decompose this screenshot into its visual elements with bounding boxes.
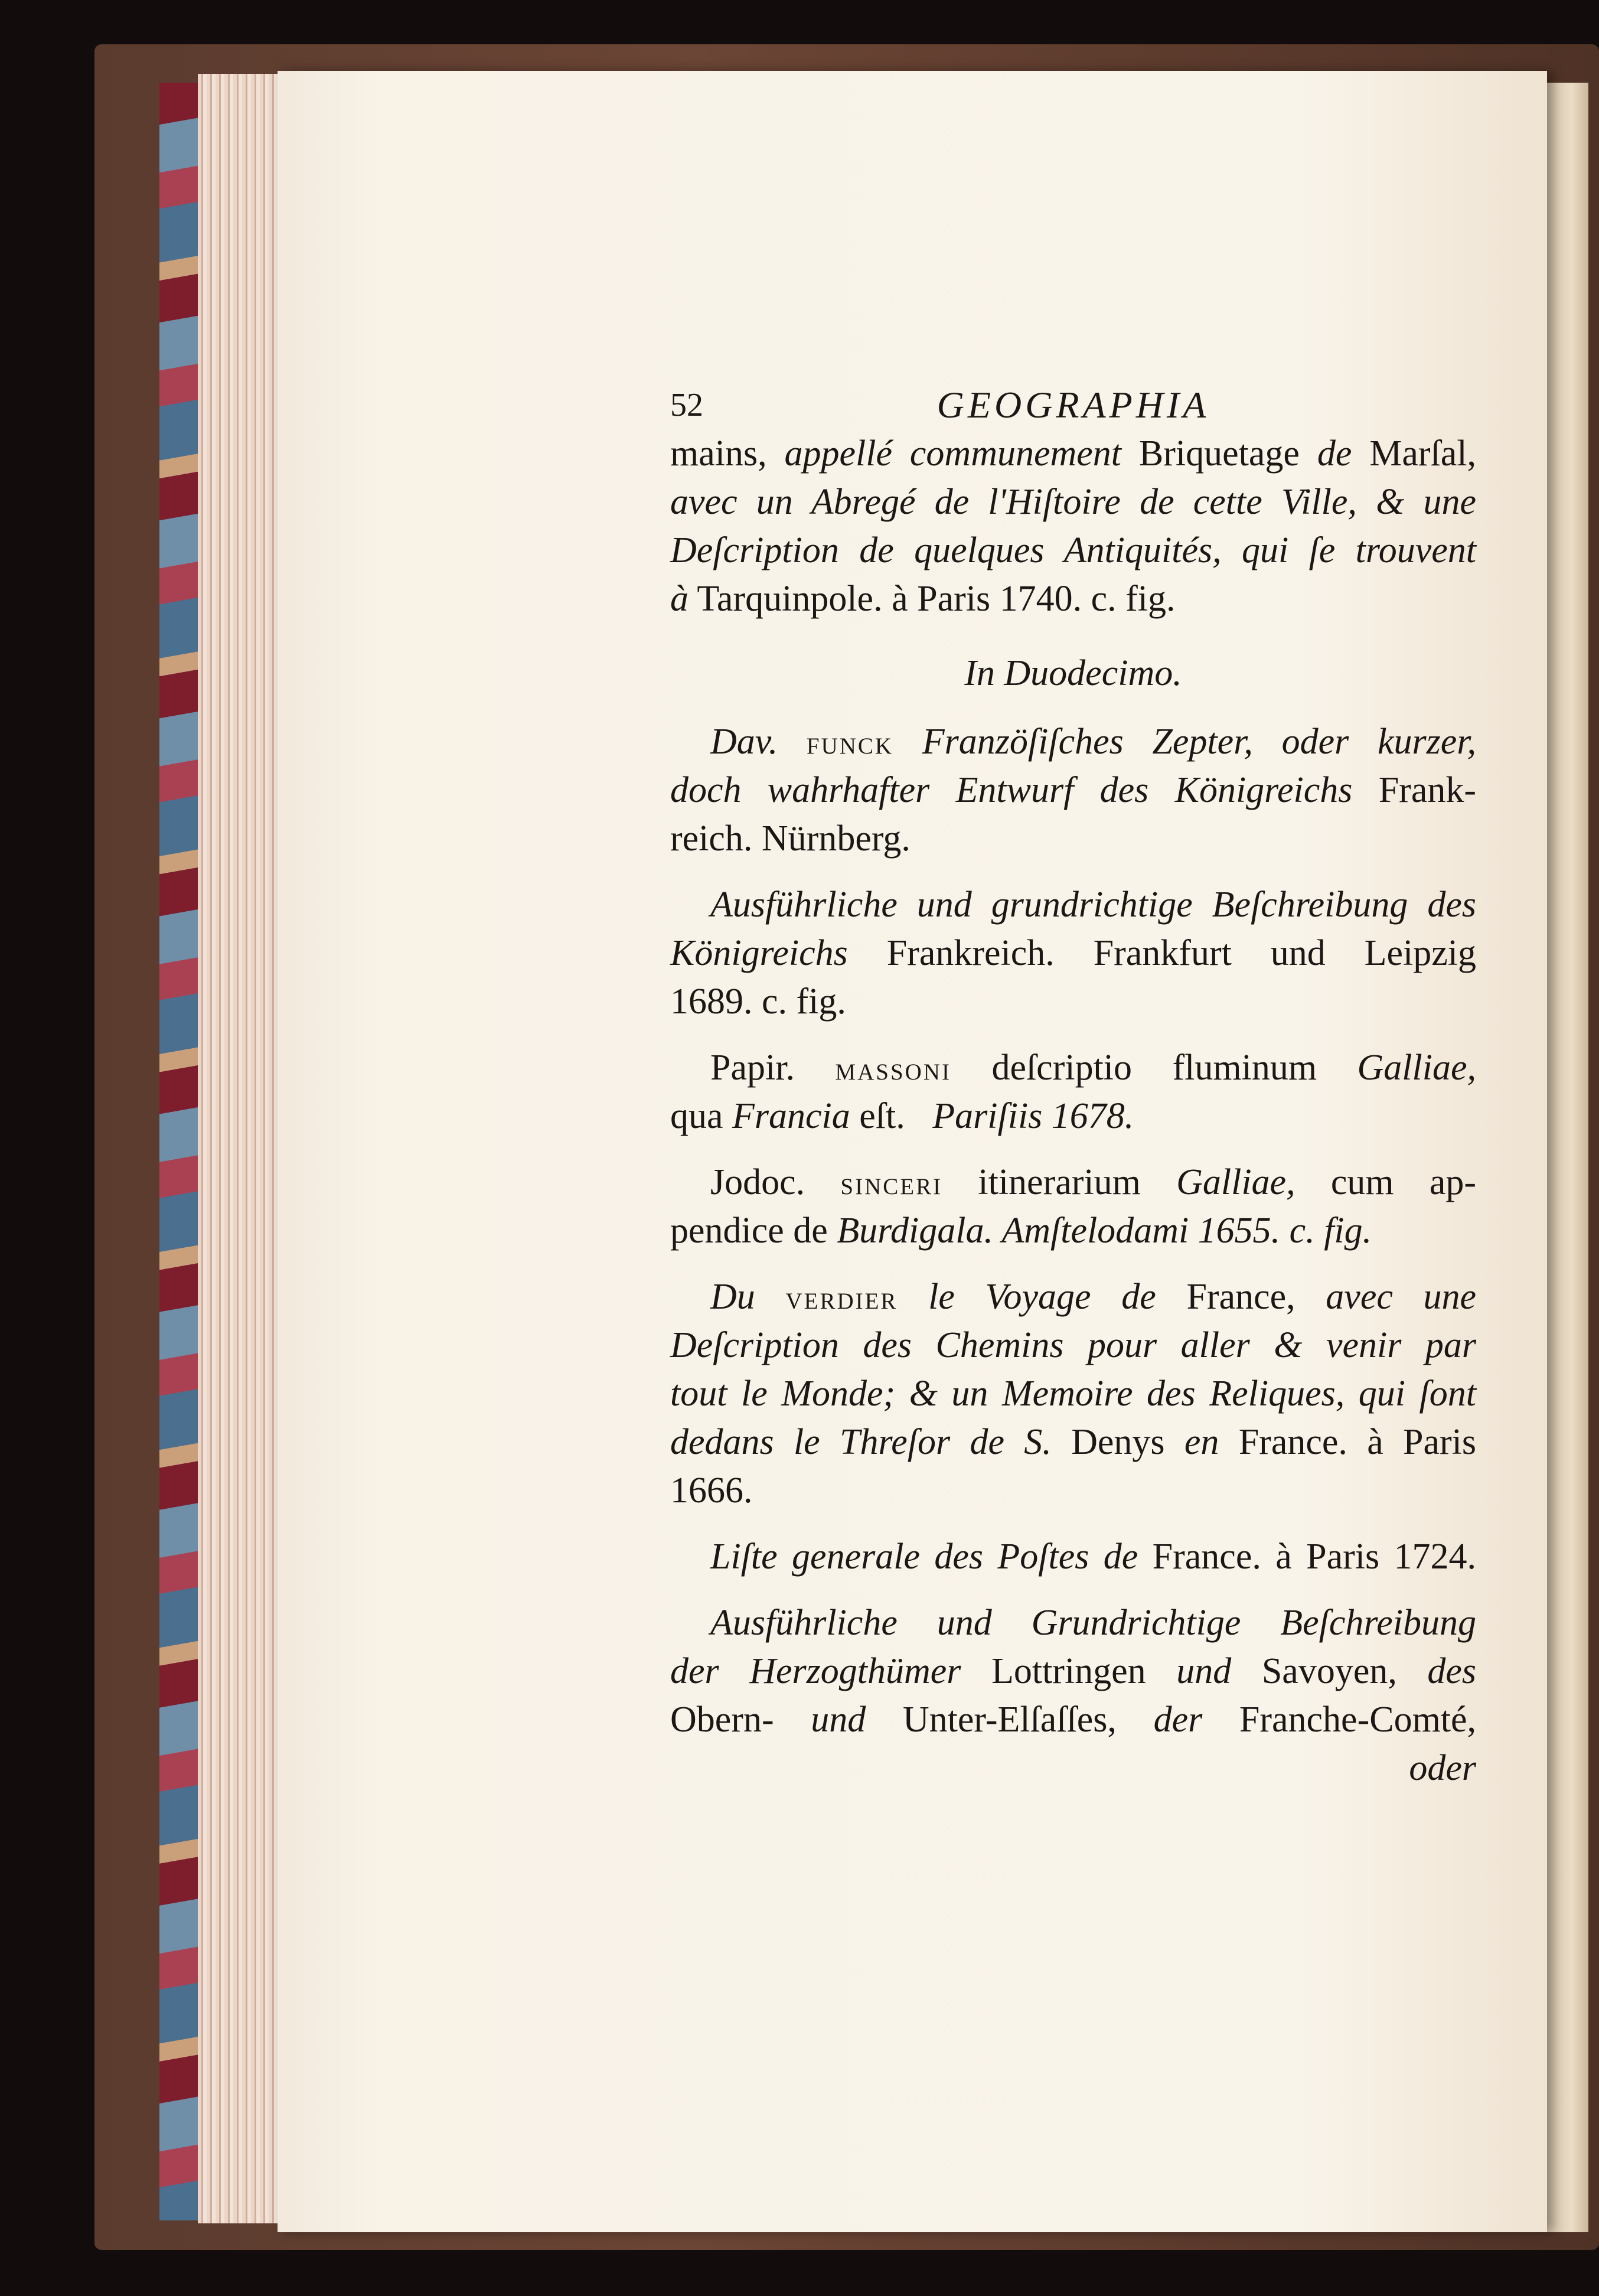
text-line: à Tarquinpole. à Paris 1740. c. fig. — [670, 579, 1176, 619]
text-line: 1689. c. fig. — [670, 981, 846, 1022]
text-line: Du verdier le Voyage de France, avec une — [710, 1277, 1477, 1317]
bibliography-entry — [670, 1043, 1476, 1140]
bibliography-entry — [670, 1599, 1476, 1744]
bibliography-entry — [670, 718, 1476, 863]
text-line: doch wahrhafter Entwurf des Königreichs Frank- — [670, 770, 1476, 810]
text-line: Deſcription des Chemins pour aller & venir par — [670, 1325, 1476, 1365]
text-line: 1666. — [670, 1470, 753, 1511]
bibliography-entry — [670, 1532, 1476, 1581]
text-line: der Herzogthümer Lottringen und Savoyen, des — [670, 1651, 1477, 1691]
marbled-endpaper — [159, 83, 204, 2220]
bibliography-entry — [670, 1273, 1476, 1515]
page-number: 52 — [670, 387, 703, 423]
text-line: tout le Monde; & un Memoire des Reliques, qui ſont — [670, 1374, 1476, 1414]
text-line: pendice de Burdigala. Amſtelodami 1655. c. fig. — [670, 1211, 1372, 1251]
text-line: qua Francia eſt. Pariſiis 1678. — [670, 1096, 1134, 1136]
text-line: avec un Abregé de l'Hiſtoire de cette Ville, & une — [670, 482, 1476, 522]
page-text — [670, 381, 1476, 1792]
page-edges — [198, 74, 280, 2223]
facing-page-edge — [1547, 83, 1588, 2232]
catchword: oder — [1409, 1748, 1476, 1788]
text-line: Ausführliche und grundrichtige Beſchreibung des — [710, 885, 1476, 925]
bibliography-entry — [670, 880, 1476, 1026]
text-line: dedans le Threſor de S. Denys en France. à Paris — [670, 1422, 1477, 1462]
text-line: Deſcription de quelques Antiquités, qui ſe trouvent — [670, 530, 1476, 570]
text-line: Jodoc. sinceri itinerarium Galliae, cum ap- — [710, 1162, 1477, 1202]
text-line: reich. Nürnberg. — [670, 818, 911, 859]
text-line: Königreichs Frankreich. Frankfurt und Leipzig — [670, 933, 1476, 973]
running-title: GEOGRAPHIA — [936, 384, 1210, 426]
text-line: Liſte generale des Poſtes de France. à Paris 1724. — [710, 1537, 1477, 1577]
text-line: Papir. massoni deſcriptio fluminum Galliae, — [710, 1048, 1476, 1088]
text-line: Dav. funck Franzöſiſches Zepter, oder kurzer, — [710, 722, 1476, 762]
text-line: Obern- und Unter-Elſaſſes, der Franche-Comté, — [670, 1700, 1477, 1740]
bibliography-entry — [670, 429, 1476, 623]
bibliography-entry — [670, 1158, 1476, 1255]
text-line: mains, appellé communement Briquetage de Marſal, — [670, 433, 1477, 474]
page-header — [670, 381, 1476, 429]
section-heading: In Duodecimo. — [964, 653, 1182, 693]
text-line: Ausführliche und Grundrichtige Beſchreibung — [710, 1603, 1476, 1643]
